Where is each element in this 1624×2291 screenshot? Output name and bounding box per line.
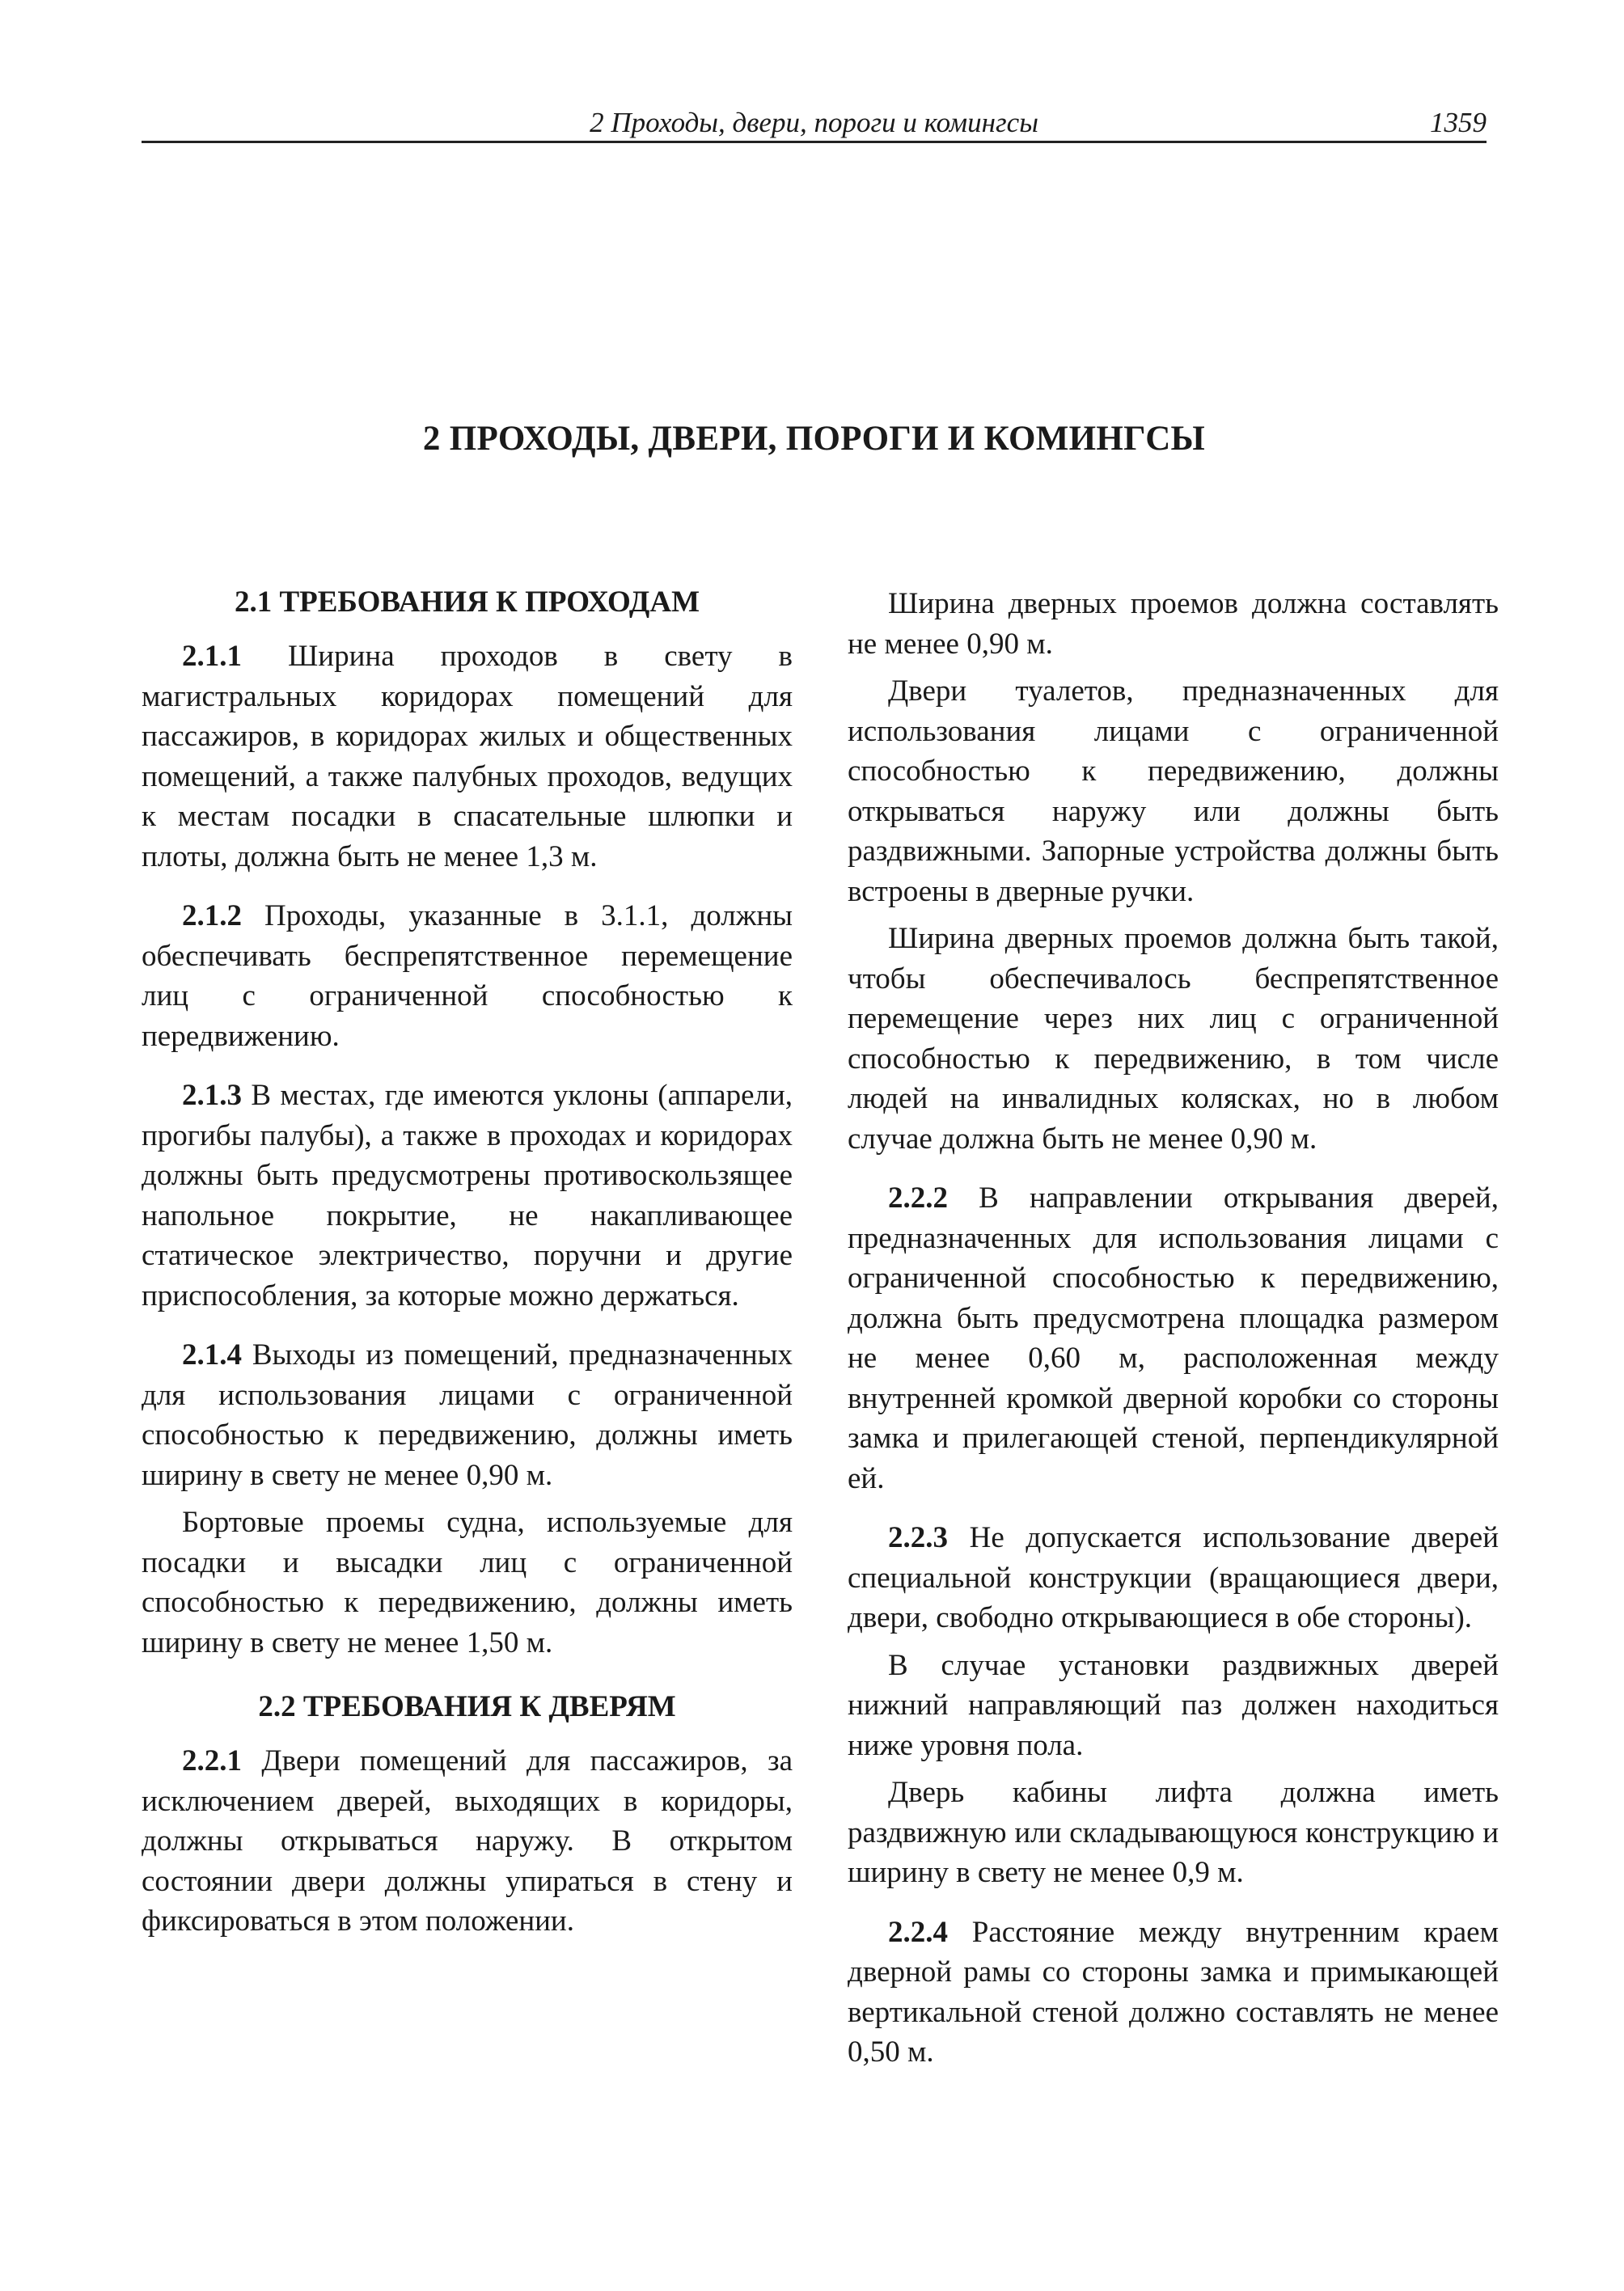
clause-number: 2.2.4: [888, 1915, 948, 1949]
paragraph-2-2-4: [848, 1913, 1499, 2073]
paragraph-2-2-1: [142, 1741, 793, 1942]
clause-number: 2.1.2: [182, 899, 242, 932]
paragraph-2-1-1: [142, 636, 793, 877]
clause-text: Выходы из помещений, предназначенных для использования лицами с ограниченной способностью к передвижению, должны иметь ширину в свету не менее 0,90 м.: [142, 1338, 793, 1492]
running-title: 2 Проходы, двери, пороги и комингсы: [590, 107, 1038, 138]
clause-number: 2.2.1: [182, 1744, 242, 1777]
chapter-title: 2 ПРОХОДЫ, ДВЕРИ, ПОРОГИ И КОМИНГСЫ: [422, 420, 1206, 458]
clause-number: 2.2.2: [888, 1181, 948, 1215]
clause-text: В местах, где имеются уклоны (аппарели, прогибы палубы), а также в проходах и коридорах должны быть предусмотрены противоскользящее напольное покрытие, не накапливающее статическое электричество, поручни и другие приспособления, за которые можно держаться.: [142, 1079, 793, 1312]
clause-text: Проходы, указанные в 3.1.1, должны обеспечивать беспрепятственное перемещение лиц с ограниченной способностью к передвижению.: [142, 899, 793, 1053]
clause-number: 2.1.1: [182, 640, 242, 673]
clause-text: В направлении открывания дверей, предназначенных для использования лицами с ограниченной способностью к передвижению, должна быть предусмотрена площадка размером не менее 0,60 м, расположенная между внутренней кромкой дверной коробки со стороны замка и прилегающей стеной, перпендикулярной ей.: [848, 1181, 1499, 1495]
paragraph-2-1-2: [142, 896, 793, 1056]
paragraph-2-2-3: [848, 1518, 1499, 1638]
paragraph-2-2-1-toilets: Двери туалетов, предназначенных для использования лицами с ограниченной способностью к передвижению, должны открываться наружу или должны быть раздвижными. Запорные устройства должны быть встроены в дверные ручки.: [848, 674, 1499, 908]
right-column: [848, 584, 1499, 2080]
clause-number: 2.1.4: [182, 1338, 242, 1372]
paragraph-2-2-3-elevator: Дверь кабины лифта должна иметь раздвижную или складывающуюся конструкцию и ширину в свету не менее 0,9 м.: [848, 1776, 1499, 1889]
paragraph-2-1-3: [142, 1076, 793, 1316]
left-column: [142, 582, 793, 1949]
paragraph-2-2-2: [848, 1178, 1499, 1498]
paragraph-2-2-1-width: Ширина дверных проемов должна составлять не менее 0,90 м.: [848, 587, 1499, 661]
clause-number: 2.1.3: [182, 1079, 242, 1112]
running-header: [142, 104, 1487, 143]
page-number: 1359: [1430, 107, 1487, 138]
section-heading-2-1: 2.1 ТРЕБОВАНИЯ К ПРОХОДАМ: [234, 585, 700, 619]
clause-text: Расстояние между внутренним краем дверной рамы со стороны замка и примыкающей вертикальной стеной должно составлять не менее 0,50 м.: [848, 1915, 1499, 2069]
paragraph-2-2-1-openings: Ширина дверных проемов должна быть такой, чтобы обеспечивалось беспрепятственное перемещение через них лиц с ограниченной способностью к передвижению, в том числе людей на инвалидных колясках, но в любом случае должна быть не менее 0,90 м.: [848, 922, 1499, 1156]
paragraph-2-1-4-continued: Бортовые проемы судна, используемые для посадки и высадки лиц с ограниченной способностью к передвижению, должны иметь ширину в свету не менее 1,50 м.: [142, 1506, 793, 1659]
clause-number: 2.2.3: [888, 1521, 948, 1554]
clause-text: Двери помещений для пассажиров, за исключением дверей, выходящих в коридоры, должны открываться наружу. В открытом состоянии двери должны упираться в стену и фиксироваться в этом положении.: [142, 1744, 793, 1938]
clause-text: Не допускается использование дверей специальной конструкции (вращающиеся двери, двери, свободно открывающиеся в обе стороны).: [848, 1521, 1499, 1634]
paragraph-2-1-4: [142, 1335, 793, 1495]
clause-text: Ширина проходов в свету в магистральных коридорах помещений для пассажиров, в коридорах жилых и общественных помещений, а также палубных проходов, ведущих к местам посадки в спасательные шлюпки и плоты, должна быть не менее 1,3 м.: [142, 640, 793, 873]
paragraph-2-2-3-sliding: В случае установки раздвижных дверей нижний направляющий паз должен находиться ниже уровня пола.: [848, 1648, 1499, 1762]
section-heading-2-2: 2.2 ТРЕБОВАНИЯ К ДВЕРЯМ: [258, 1690, 676, 1723]
